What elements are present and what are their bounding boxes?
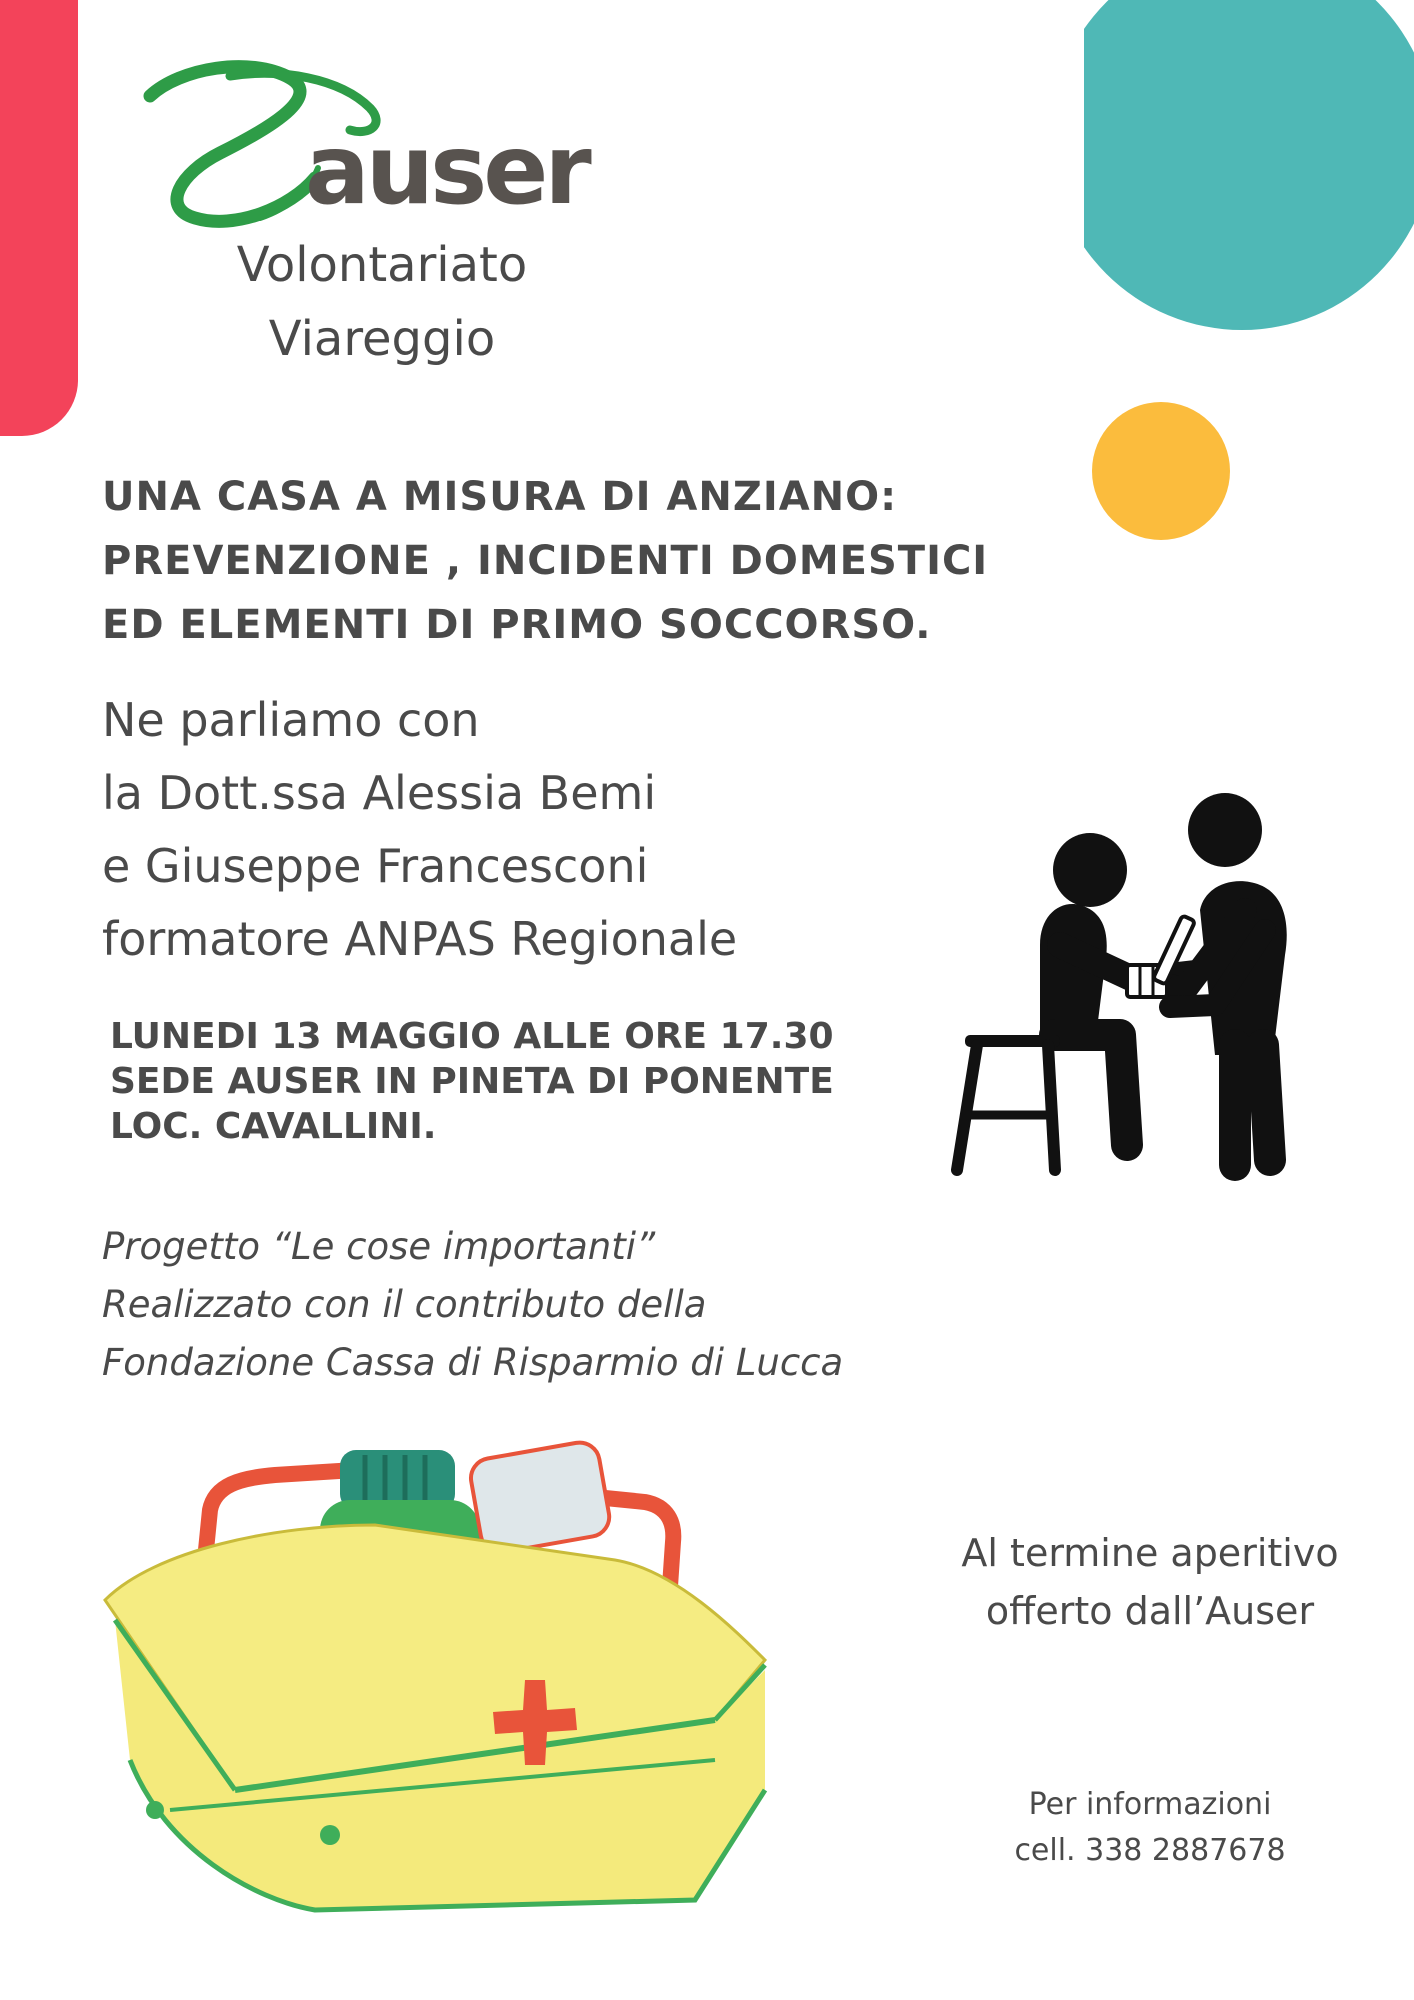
project-credits <box>102 1218 902 1392</box>
speakers-line-4: formatore ANPAS Regionale <box>102 912 738 966</box>
organization-line-1: Volontariato <box>236 237 528 293</box>
aperitivo-note <box>930 1524 1370 1640</box>
event-date-time: LUNEDI 13 MAGGIO ALLE ORE 17.30 <box>110 1016 834 1057</box>
event-venue: SEDE AUSER IN PINETA DI PONENTE <box>110 1061 834 1102</box>
contact-phone[interactable]: cell. 338 2887678 <box>1014 1833 1286 1868</box>
speakers-line-2: la Dott.ssa Alessia Bemi <box>102 766 657 820</box>
teal-decorative-circle <box>1084 0 1414 330</box>
first-aid-people-icon <box>945 785 1325 1185</box>
organization-subtitle <box>182 228 582 376</box>
aperitivo-line-2: offerto dall’Auser <box>985 1589 1315 1633</box>
event-details <box>110 1014 910 1149</box>
speakers-line-1: Ne parliamo con <box>102 693 480 747</box>
auser-logo-wordmark: auser <box>305 114 588 226</box>
speakers-block <box>102 684 902 976</box>
aperitivo-line-1: Al termine aperitivo <box>961 1531 1339 1575</box>
contact-label: Per informazioni <box>1028 1787 1272 1822</box>
speakers-line-3: e Giuseppe Francesconi <box>102 839 649 893</box>
event-location: LOC. CAVALLINI. <box>110 1106 437 1147</box>
project-line-1: Progetto “Le cose importanti” <box>102 1225 656 1268</box>
organization-line-2: Viareggio <box>268 311 496 367</box>
event-headline <box>102 465 1062 657</box>
project-line-3: Fondazione Cassa di Risparmio di Lucca <box>102 1341 844 1384</box>
headline-line-3: ED ELEMENTI DI PRIMO SOCCORSO. <box>102 602 932 648</box>
headline-line-1: UNA CASA A MISURA DI ANZIANO: <box>102 474 898 520</box>
contact-info <box>980 1782 1320 1874</box>
headline-line-2: PREVENZIONE , INCIDENTI DOMESTICI <box>102 538 989 584</box>
yellow-decorative-circle <box>1092 402 1230 540</box>
red-decorative-bar <box>0 0 78 436</box>
project-line-2: Realizzato con il contributo della <box>102 1283 707 1326</box>
first-aid-bag-icon <box>75 1430 795 1930</box>
